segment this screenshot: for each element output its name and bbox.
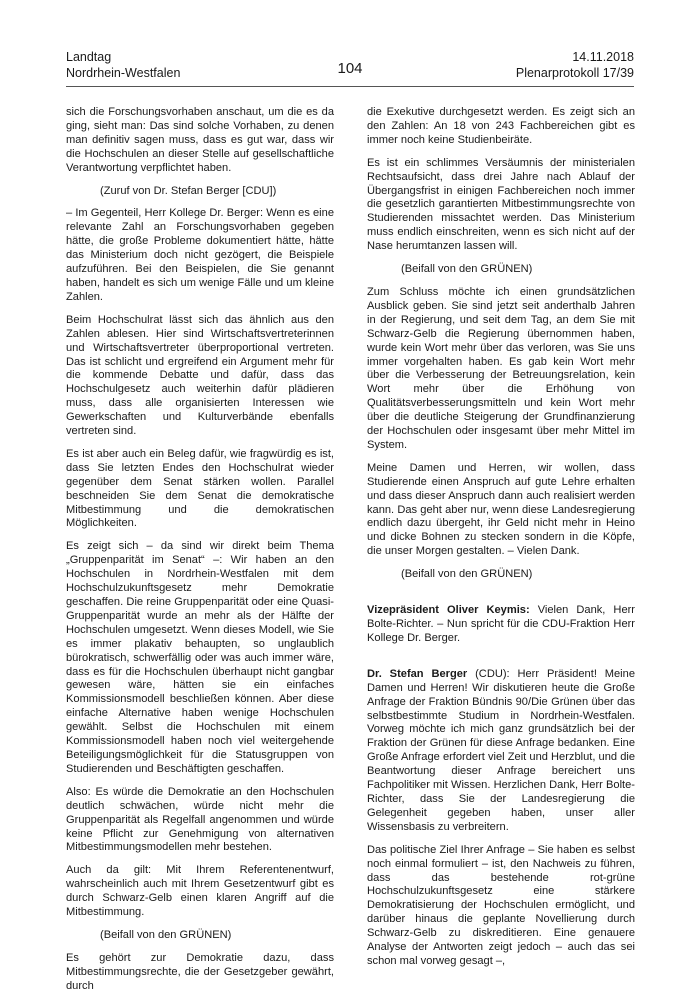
- paragraph: Also: Es würde die Demokratie an den Hochschulen deutlich schwächen, würde nicht mehr die Gruppenparität als Regelfall angenommen und würde keine Pflicht zur Genehmigung von alternativen Mitbestimmungsmodellen mehr bestehen.: [66, 785, 334, 854]
- interjection: (Zuruf von Dr. Stefan Berger [CDU]): [100, 184, 277, 197]
- header-divider: [66, 86, 634, 87]
- speaker-paragraph: [367, 668, 635, 835]
- header-right: [516, 50, 634, 81]
- paragraph: Es gehört zur Demokratie dazu, dass Mitbestimmungsrechte, die der Gesetzgeber gewährt, durch: [66, 951, 334, 992]
- paragraph: Auch da gilt: Mit Ihrem Referentenentwurf, wahrscheinlich auch mit Ihrem Gesetzentwurf gibt es durch Schwarz-Gelb einen klaren Angriff auf die Mitbestimmung.: [66, 864, 334, 919]
- header-protocol: Plenarprotokoll 17/39: [515, 65, 634, 80]
- paragraph: Es zeigt sich – da sind wir direkt beim Thema „Gruppenparität im Senat“ –: Wir haben an den Hochschulen in Nordrhein-Westfalen mit dem Hochschulzukunftsgesetz mehr Demokratie geschaffen. Die reine Gruppenparität oder eine Quasi-Gruppenparität wurde an mehr als der Hälfte der Hochschulen umgesetzt. Wenn dieses Modell, wie Sie es immer plakativ behaupten, so unglaublich bürokratisch, schwerfällig oder was auch immer wäre, dass es für die Hochschulen überhaupt nicht gangbar gewesen wäre, hätten sie ein einfaches Kommissionsmodell beschließen können. Aber diese einfache Alternative haben wenige Hochschulen gewählt. Selbst die Hochschulen mit einem Kommissionsmodell haben noch viel weitergehende Beteiligungsmöglichkeit für die Statusgruppen von Studierenden und Beschäftigten geschaffen.: [66, 540, 334, 775]
- right-column: [367, 106, 635, 978]
- paragraph: Zum Schluss möchte ich einen grundsätzlichen Ausblick geben. Sie sind jetzt seit anderthalb Jahren in der Regierung, und seit dem Tag, an dem Sie mit Schwarz-Gelb die Regierung übernommen haben, wurde kein Wort mehr über das verloren, was Sie uns immer vorgehalten haben. Es gab kein Wort mehr über die Verbesserung der Betreuungsrelation, kein Wort mehr über die Erhöhung von Qualitätsverbesserungsmitteln und kein Wort mehr über die deutliche Steigerung der Grundfinanzierung der Hochschulen oder insgesamt über mehr Mittel im System.: [367, 285, 635, 451]
- paragraph: sich die Forschungsvorhaben anschaut, um die es da ging, sieht man: Das sind solche Vorhaben, zu denen man definitiv sagen muss, dass es gut war, dass wir die Hochschulen an dieser Stelle auf gesellschaftliche Verantwortung verpflichtet haben.: [66, 106, 334, 174]
- paragraph: Es ist ein schlimmes Versäumnis der ministerialen Rechtsaufsicht, dass drei Jahre nach Ablauf der Übergangsfrist in einigen Fachbereichen noch immer die gesetzlich garantierten Mitbestimmungsrechte von Studierenden missachtet werden. Das Ministerium muss endlich einschreiten, wenn es sich nicht auf der Nase herumtanzen lassen will.: [367, 156, 635, 253]
- speaker-paragraph: [367, 604, 635, 646]
- page-header: [66, 50, 634, 84]
- applause-note: (Beifall von den GRÜNEN): [100, 928, 232, 941]
- speech-text: (CDU): Herr Präsident! Meine Damen und Herren! Wir diskutieren heute die Große Anfrage der Fraktion Bündnis 90/Die Grünen über das selbstbestimmte Studium in Nordrhein-Westfalen. Vorweg möchte ich mich ganz grundsätzlich bei der Fraktion der Grünen für diese Anfrage bedanken. Eine Große Anfrage erfordert viel Zeit und Herzblut, und die Beantwortung dieser Anfrage bereichert uns Fachpolitiker mit Wissen. Herzlichen Dank, Herr Bolte-Richter, dass Sie der Landesregierung die Gelegenheit gegeben haben, unser aller Wissensbasis zu verbreitern.: [367, 667, 635, 833]
- paragraph: Es ist aber auch ein Beleg dafür, wie fragwürdig es ist, dass Sie letzten Endes den Hochschulrat wieder gegenüber dem Senat stärken wollen. Parallel beschneiden Sie dem Senat die demokratische Mitbestimmung und die demokratischen Möglichkeiten.: [66, 447, 334, 530]
- paragraph: Beim Hochschulrat lässt sich das ähnlich aus den Zahlen ablesen. Hier sind Wirtschaftsvertreterinnen und Wirtschaftsvertreter überproportional vertreten. Das ist schlicht und ergreifend ein Argument mehr für die kommende Debatte und dafür, dass das Hochschulgesetz auch weiterhin dafür plädieren muss, dass alle organisierten Interessen wie Gewerkschaften und Kulturverbände ebenfalls vertreten sind.: [66, 313, 334, 438]
- paragraph: – Im Gegenteil, Herr Kollege Dr. Berger: Wenn es eine relevante Zahl an Forschungsvorhaben gegeben hätte, die große Probleme dokumentiert hätte, hätte das Ministerium doch nicht gezögert, die Beispiele aufzuführen. Bei den Beispielen, die Sie genannt haben, handelt es sich um wenige Fälle und um kleine Zahlen.: [66, 207, 334, 303]
- speaker-name: Dr. Stefan Berger: [367, 667, 468, 680]
- paragraph: Meine Damen und Herren, wir wollen, dass Studierende einen Anspruch auf gute Lehre erhalten und dass dieser Anspruch dann auch realisiert werden kann. Das geht aber nur, wenn diese Landesregierung endlich dazu übergeht, ihr Geld nicht mehr in Heino und dicke Bohnen zu stecken sondern in die Köpfe, die unser Morgen gestalten. – Vielen Dank.: [367, 461, 635, 558]
- header-state: Nordrhein-Westfalen: [66, 65, 181, 80]
- applause-note: (Beifall von den GRÜNEN): [401, 568, 533, 581]
- speech-text: Vielen Dank, Herr Bolte-Richter. – Nun spricht für die CDU-Fraktion Herr Kollege Dr. Berger.: [367, 604, 635, 644]
- left-column: [66, 106, 334, 1003]
- page-number: 104: [337, 60, 363, 77]
- speaker-name: Vizepräsident Oliver Keymis:: [367, 604, 530, 617]
- header-date: 14.11.2018: [572, 50, 634, 64]
- applause-note: (Beifall von den GRÜNEN): [401, 263, 533, 276]
- paragraph: die Exekutive durchgesetzt werden. Es zeigt sich an den Zahlen: An 18 von 243 Fachbereichen gibt es immer noch keine Studienbeiräte.: [367, 106, 635, 146]
- header-landtag: Landtag: [66, 50, 112, 64]
- paragraph: Das politische Ziel Ihrer Anfrage – Sie haben es selbst noch einmal formuliert – ist, den Nachweis zu führen, dass das bestehende rot-grüne Hochschulzukunftsgesetz eine stärkere Demokratisierung der Hochschulen ermöglicht, und darüber hinaus die geplante Novellierung durch Schwarz-Gelb zu diskreditieren. Eine genauere Analyse der Antworten zeigt jedoch – auch das sei schon mal vorweg gesagt –,: [367, 843, 635, 967]
